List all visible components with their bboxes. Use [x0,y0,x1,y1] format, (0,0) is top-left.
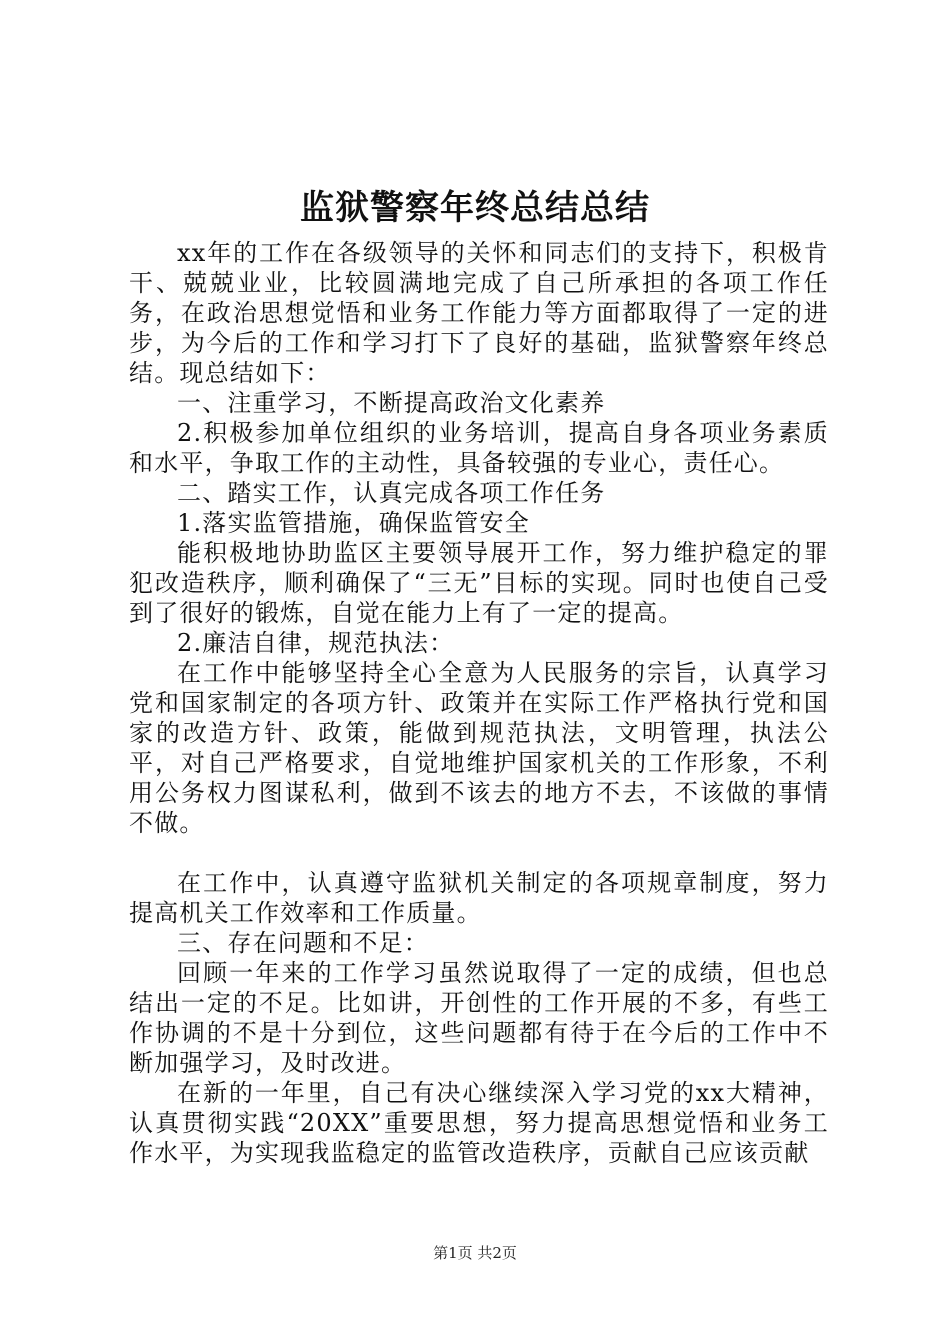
paragraph-training: 2.积极参加单位组织的业务培训，提高自身各项业务素质和水平，争取工作的主动性，具备较强的专业心，责任心。 [129,419,829,477]
heading-section-3: 三、存在问题和不足： [177,929,429,957]
document-body [129,238,829,1168]
paragraph-review: 回顾一年来的工作学习虽然说取得了一定的成绩，但也总结出一定的不足。比如讲，开创性的工作开展的不多，有些工作协调的不是十分到位，这些问题都有待于在今后的工作中不断加强学习，及时改进。 [129,959,829,1077]
heading-section-2: 二、踏实工作，认真完成各项工作任务 [177,479,606,507]
paragraph-intro: xx年的工作在各级领导的关怀和同志们的支持下，积极肯干、兢兢业业，比较圆满地完成了自己所承担的各项工作任务，在政治思想觉悟和业务工作能力等方面都取得了一定的进步，为今后的工作和学习打下了良好的基础，监狱警察年终总结。现总结如下： [129,239,829,387]
subheading-integrity: 2.廉洁自律，规范执法： [177,629,455,657]
page-footer: 第1页 共2页 [433,1244,517,1262]
document-title: 监狱警察年终总结总结 [300,188,650,228]
paragraph-supervision: 能积极地协助监区主要领导展开工作，努力维护稳定的罪犯改造秩序，顺利确保了“三无”目标的实现。同时也使自己受到了很好的锻炼，自觉在能力上有了一定的提高。 [129,539,829,627]
heading-section-1: 一、注重学习，不断提高政治文化素养 [177,389,606,417]
paragraph-regulations: 在工作中，认真遵守监狱机关制定的各项规章制度，努力提高机关工作效率和工作质量。 [129,869,829,927]
paragraph-integrity: 在工作中能够坚持全心全意为人民服务的宗旨，认真学习党和国家制定的各项方针、政策并在实际工作严格执行党和国家的改造方针、政策，能做到规范执法，文明管理，执法公平，对自己严格要求，自觉地维护国家机关的工作形象，不利用公务权力图谋私利，做到不该去的地方不去，不该做的事情不做。 [129,659,829,837]
subheading-supervision: 1.落实监管措施，确保监管安全 [177,509,530,537]
paragraph-new-year: 在新的一年里，自己有决心继续深入学习党的xx大精神，认真贯彻实践“20XX”重要思想，努力提高思想觉悟和业务工作水平，为实现我监稳定的监管改造秩序，贡献自己应该贡献 [129,1079,829,1167]
